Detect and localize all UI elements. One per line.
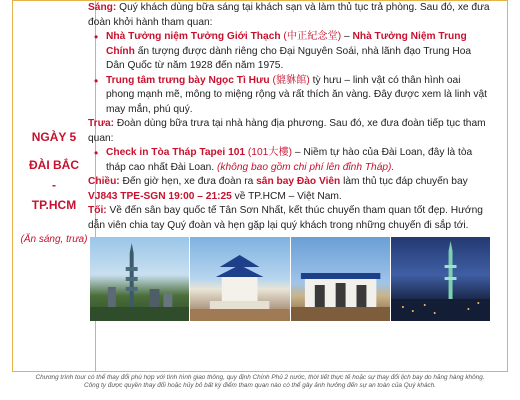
attraction-alt-name: Nhà Tưởng Niệm Trung Chính	[106, 31, 467, 57]
meals-note: (Ăn sáng, trưa)	[20, 234, 88, 245]
list-item	[106, 74, 490, 118]
afternoon-paragraph	[88, 175, 490, 204]
attraction-name: Check in Tòa Tháp Tapei 101	[106, 147, 246, 158]
city-taipei: ĐÀI BẮC	[29, 158, 79, 172]
attraction-chinese-name: (中正紀念堂)	[280, 31, 344, 42]
taipei-night-skyline-photo	[391, 237, 490, 321]
dash-text: –	[343, 31, 353, 42]
noon-list	[88, 146, 490, 175]
morning-text: Quý khách dùng bữa sáng tại khách sạn và làm thủ tục trả phòng. Sau đó, xe đưa đoàn khởi hành tham quan:	[88, 2, 490, 28]
evening-text: Về đến sân bay quốc tế Tân Sơn Nhất, kết thúc chuyến tham quan tốt đẹp. Hướng dẫn viên chia tay Quý đoàn và hẹn gặp lại quý khách trong những chuyến đi sắp tới.	[88, 205, 483, 231]
footer-disclaimer: Chương trình tour có thể thay đổi phù hợp với tình hình giao thông, quy định Chính Phủ 2 nước, thời tiết thực tế hoặc sự thay đổi lịch bay do hãng hàng không. Công ty được quyền thay đổi hoặc hủy bỏ bất kỳ điểm tham quan nào có thể gây ảnh hưởng đến sự an toàn của Quý khách.	[35, 374, 485, 389]
afternoon-label: Chiều:	[88, 176, 120, 187]
evening-label: Tối:	[88, 205, 107, 216]
attraction-chinese-name: (101大樓)	[245, 147, 293, 158]
memorial-hall-photo	[190, 237, 289, 321]
evening-paragraph	[88, 204, 490, 233]
morning-list	[88, 30, 490, 117]
noon-label: Trưa:	[88, 118, 115, 129]
exclusion-note: (không bao gồm chi phí lên đỉnh Tháp).	[217, 161, 395, 173]
list-item	[106, 30, 490, 74]
taipei-101-city-photo	[90, 237, 189, 321]
attraction-description: ấn tượng được dành riêng cho Đại Nguyên Soái, nhà lãnh đạo Trung Hoa Dân Quốc từ năm 1928 đến năm 1975.	[106, 45, 472, 71]
attraction-description: – Niềm tự hào của Đài Loan, đây là tòa tháp cao nhất Đài Loan.	[106, 147, 473, 173]
memorial-gate-photo	[291, 237, 390, 321]
city-separator: -	[52, 178, 56, 192]
list-item	[106, 146, 490, 175]
photo-strip	[90, 237, 490, 321]
afternoon-text: Đến giờ hẹn, xe đưa đoàn ra	[119, 176, 257, 187]
noon-text: Đoàn dùng bữa trưa tại nhà hàng địa phương. Sau đó, xe đưa đoàn tiếp tục tham quan:	[88, 118, 486, 144]
attraction-chinese-name: (貔貅館)	[269, 74, 310, 86]
day-column	[13, 1, 96, 371]
attraction-name: Trung tâm trưng bày Ngọc Tì Hưu	[106, 74, 270, 86]
city-hcm: TP.HCM	[31, 198, 77, 212]
day-label: NGÀY 5	[31, 130, 77, 144]
afternoon-text: về TP.HCM – Việt Nam.	[231, 190, 342, 202]
airport-name: sân bay Đào Viên	[256, 176, 341, 187]
schedule-content	[88, 1, 490, 233]
noon-paragraph	[88, 117, 490, 146]
flight-info: VJ843 TPE-SGN 19:00 – 21:25	[88, 190, 232, 202]
attraction-name: Nhà Tưởng niệm Tưởng Giới Thạch	[106, 31, 281, 42]
morning-paragraph	[88, 1, 490, 30]
morning-label: Sáng:	[88, 2, 117, 13]
day-heading	[13, 129, 95, 213]
afternoon-text: làm thủ tục đáp chuyến bay	[340, 176, 468, 187]
attraction-description: tỳ hưu – linh vật có thân hình oai phong mạnh mẽ, mông to miệng rộng và rất thích ăn vàng. Đây được xem là linh vật may mắn, phú quý.	[106, 74, 488, 115]
